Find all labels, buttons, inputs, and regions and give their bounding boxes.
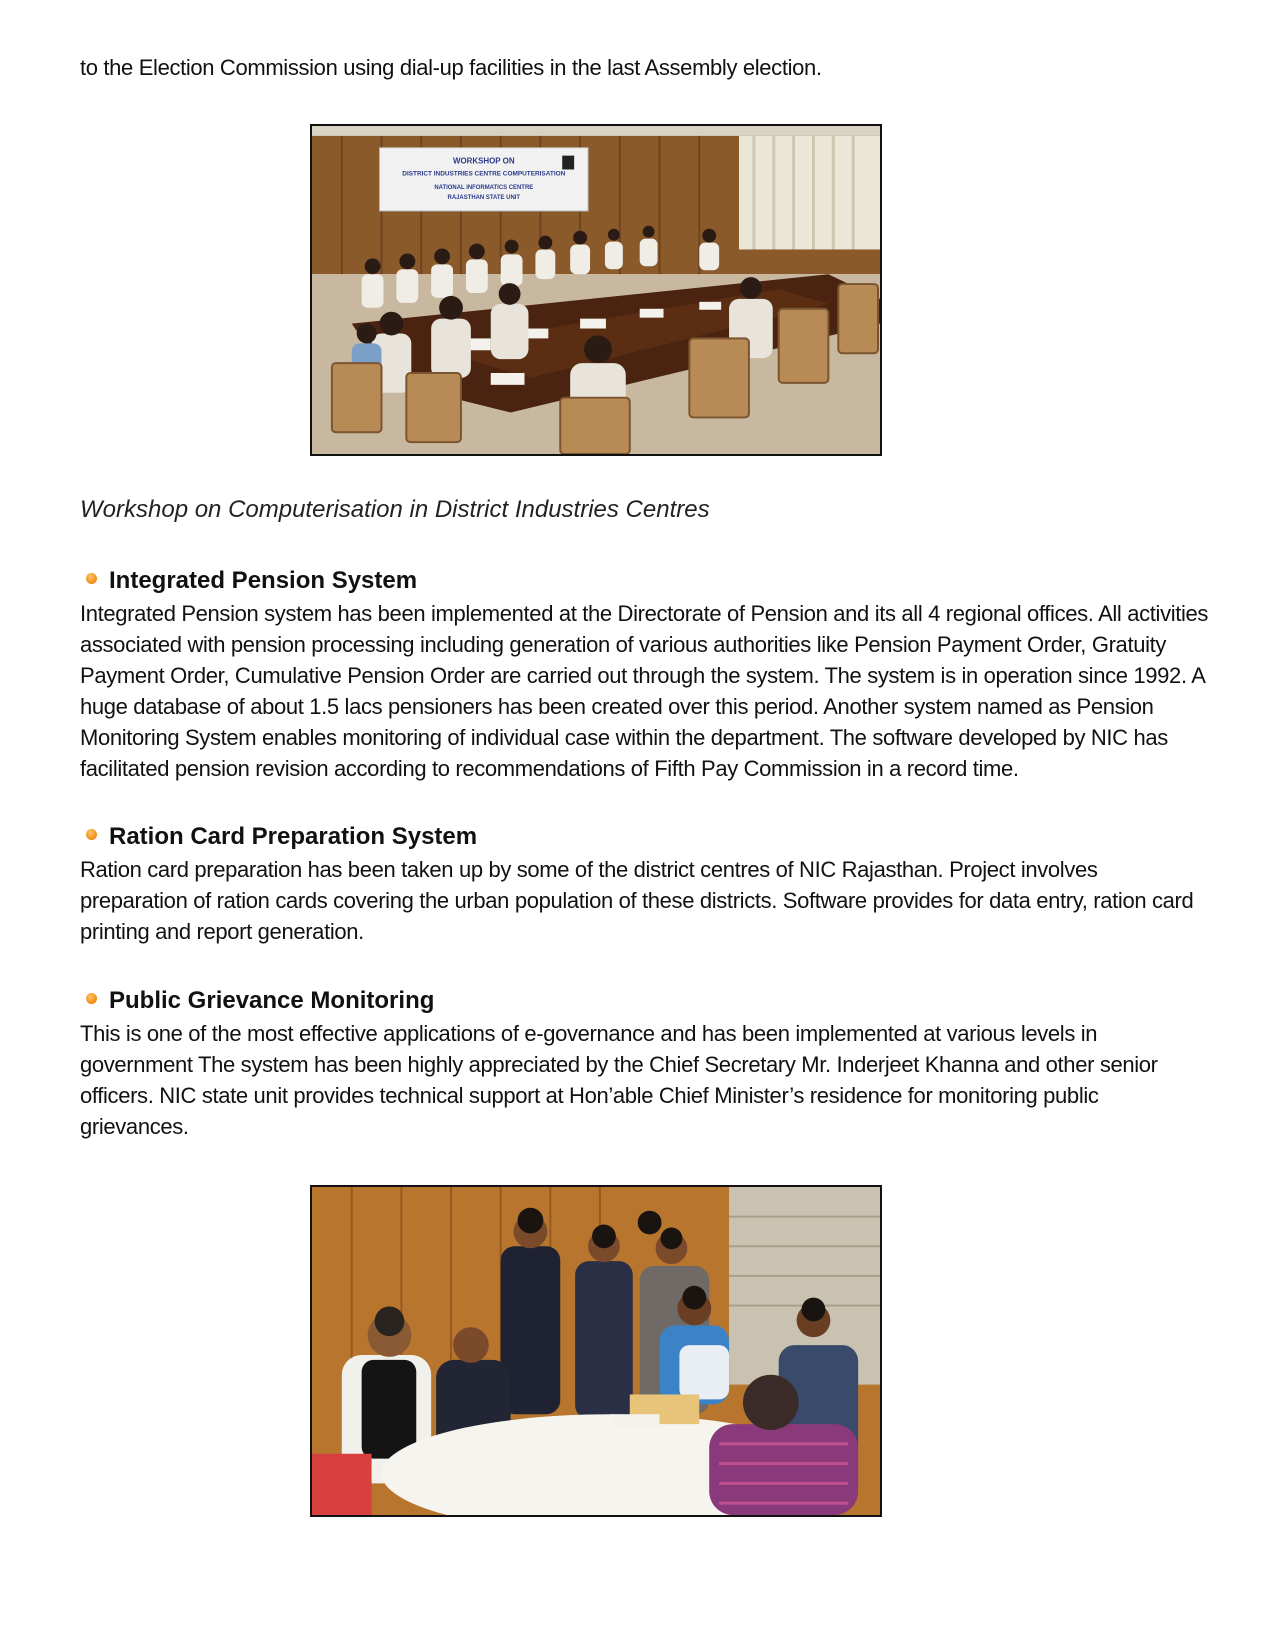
section-body: This is one of the most effective applications of e-governance and has been implemented at various levels in government The system has been highly appreciated by the Chief Secretary Mr. Inderjeet Khanna and other senior officers. NIC state unit provides technical support at Hon’able Chief Minister’s residence for monitoring public grievances. bbox=[80, 1021, 1158, 1139]
banner-line-2: DISTRICT INDUSTRIES CENTRE COMPUTERISATION bbox=[402, 170, 566, 178]
workshop-photo bbox=[310, 124, 882, 456]
lead-paragraph: to the Election Commission using dial-up facilities in the last Assembly election. bbox=[80, 55, 822, 80]
section-body: Ration card preparation has been taken up by some of the district centres of NIC Rajasthan. Project involves preparation of ration cards covering the urban population of these districts. Software provides for data entry, ration card printing and report generation. bbox=[80, 857, 1194, 944]
photo-caption: Workshop on Computerisation in District Industries Centres bbox=[80, 496, 710, 523]
banner-line-1: WORKSHOP ON bbox=[453, 156, 515, 166]
orange-bullet-icon bbox=[86, 573, 97, 584]
section-heading bbox=[80, 566, 1210, 596]
section-heading bbox=[80, 986, 1210, 1016]
orange-bullet-icon bbox=[86, 829, 97, 840]
section-integrated-pension-system bbox=[80, 566, 1210, 784]
grievance-meeting-illustration bbox=[312, 1187, 880, 1515]
banner-line-4: RAJASTHAN STATE UNIT bbox=[447, 195, 521, 202]
heading-text: Ration Card Preparation System bbox=[109, 823, 478, 850]
section-heading bbox=[80, 822, 1210, 852]
section-public-grievance-monitoring bbox=[80, 986, 1210, 1142]
orange-bullet-icon bbox=[86, 993, 97, 1004]
heading-text: Integrated Pension System bbox=[109, 567, 418, 594]
section-ration-card-preparation-system bbox=[80, 822, 1210, 947]
banner-line-3: NATIONAL INFORMATICS CENTRE bbox=[434, 185, 534, 192]
grievance-meeting-photo bbox=[310, 1185, 882, 1517]
workshop-photo-illustration bbox=[312, 126, 880, 454]
heading-text: Public Grievance Monitoring bbox=[109, 987, 435, 1014]
section-body: Integrated Pension system has been implemented at the Directorate of Pension and its all 4 regional offices. All activities associated with pension processing including generation of various authorities like Pension Payment Order, Gratuity Payment Order, Cumulative Pension Order are carried out through the system. The system is in operation since 1992. A huge database of about 1.5 lacs pensioners has been created over this period. Another system named as Pension Monitoring System enables monitoring of individual case within the department. The software developed by NIC has facilitated pension revision according to recommendations of Fifth Pay Commission in a record time. bbox=[80, 601, 1209, 781]
